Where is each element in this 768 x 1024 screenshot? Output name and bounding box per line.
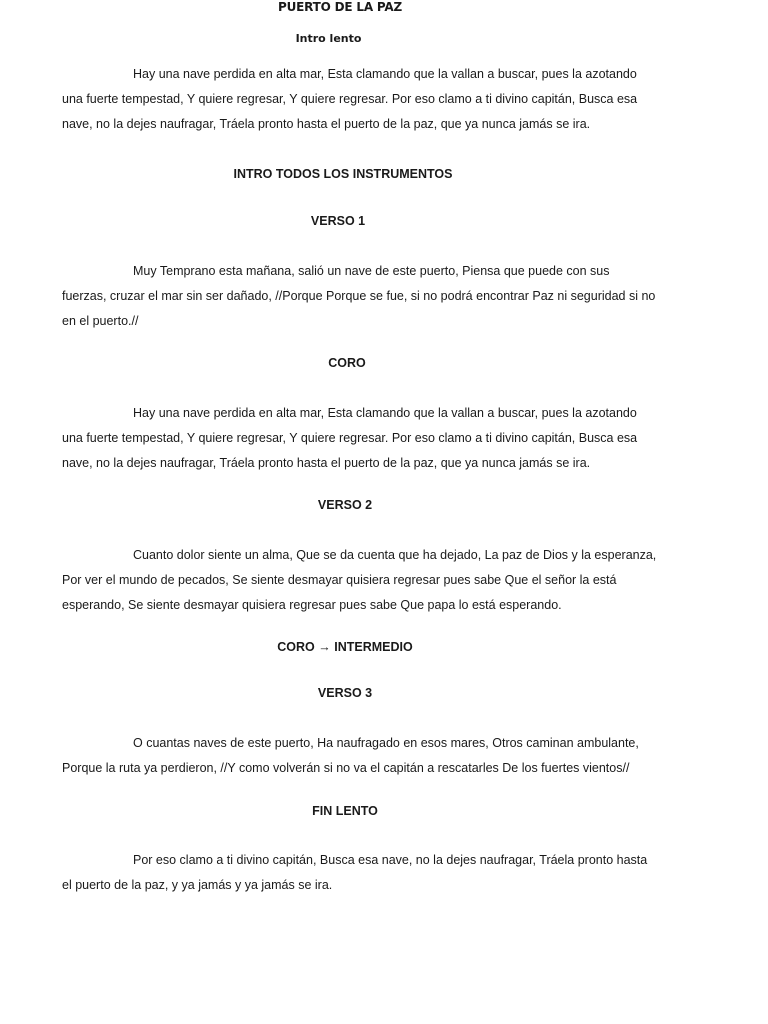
section-heading: CORO → INTERMEDIO — [277, 640, 413, 654]
lyrics-line: Muy Temprano esta mañana, salió un nave de este puerto, Piensa que puede con sus — [133, 264, 610, 278]
section-heading: VERSO 2 — [317, 498, 373, 512]
lyrics-line: Cuanto dolor siente un alma, Que se da cuenta que ha dejado, La paz de Dios y la esperanza, — [133, 548, 657, 562]
lyrics-paragraph — [62, 62, 662, 137]
lyrics-line: O cuantas naves de este puerto, Ha naufragado en esos mares, Otros caminan ambulante, — [133, 736, 639, 750]
lyrics-line: Hay una nave perdida en alta mar, Esta clamando que la vallan a buscar, pues la azotando — [133, 406, 637, 420]
lyrics-paragraph — [62, 731, 662, 781]
section-heading: INTRO TODOS LOS INSTRUMENTOS — [233, 167, 453, 181]
section-heading: CORO — [328, 356, 366, 370]
lyrics-line: en el puerto.// — [62, 314, 139, 328]
section-heading: VERSO 3 — [317, 686, 373, 700]
intro-label: Intro lento — [295, 32, 362, 45]
lyrics-line: una fuerte tempestad, Y quiere regresar, Y quiere regresar. Por eso clamo a ti divino capitán, Busca esa — [62, 431, 638, 445]
section-heading: FIN LENTO — [312, 804, 378, 818]
lyrics-paragraph — [62, 259, 662, 334]
section-heading: VERSO 1 — [310, 214, 366, 228]
lyrics-line: esperando, Se siente desmayar quisiera regresar pues sabe Que papa lo está esperando. — [62, 598, 562, 612]
lyrics-paragraph — [62, 401, 662, 476]
lyrics-line: Porque la ruta ya perdieron, //Y como volverán si no va el capitán a rescatarles De los fuertes vientos// — [62, 761, 630, 775]
lyrics-line: Por eso clamo a ti divino capitán, Busca esa nave, no la dejes naufragar, Tráela pronto hasta — [133, 853, 648, 867]
lyrics-line: nave, no la dejes naufragar, Tráela pronto hasta el puerto de la paz, que ya nunca jamás se ira. — [62, 117, 591, 131]
lyrics-line: fuerzas, cruzar el mar sin ser dañado, //Porque Porque se fue, si no podrá encontrar Paz ni seguridad si no — [62, 289, 656, 303]
lyrics-line: nave, no la dejes naufragar, Tráela pronto hasta el puerto de la paz, que ya nunca jamás se ira. — [62, 456, 591, 470]
lyrics-line: el puerto de la paz, y ya jamás y ya jamás se ira. — [62, 878, 333, 892]
lyrics-paragraph — [62, 848, 662, 898]
lyrics-line: Por ver el mundo de pecados, Se siente desmayar quisiera regresar pues sabe Que el señor la está — [62, 573, 617, 587]
song-title: PUERTO DE LA PAZ — [278, 0, 402, 14]
lyrics-paragraph — [62, 543, 662, 618]
lyrics-line: una fuerte tempestad, Y quiere regresar, Y quiere regresar. Por eso clamo a ti divino capitán, Busca esa — [62, 92, 638, 106]
lyrics-line: Hay una nave perdida en alta mar, Esta clamando que la vallan a buscar, pues la azotando — [133, 67, 637, 81]
